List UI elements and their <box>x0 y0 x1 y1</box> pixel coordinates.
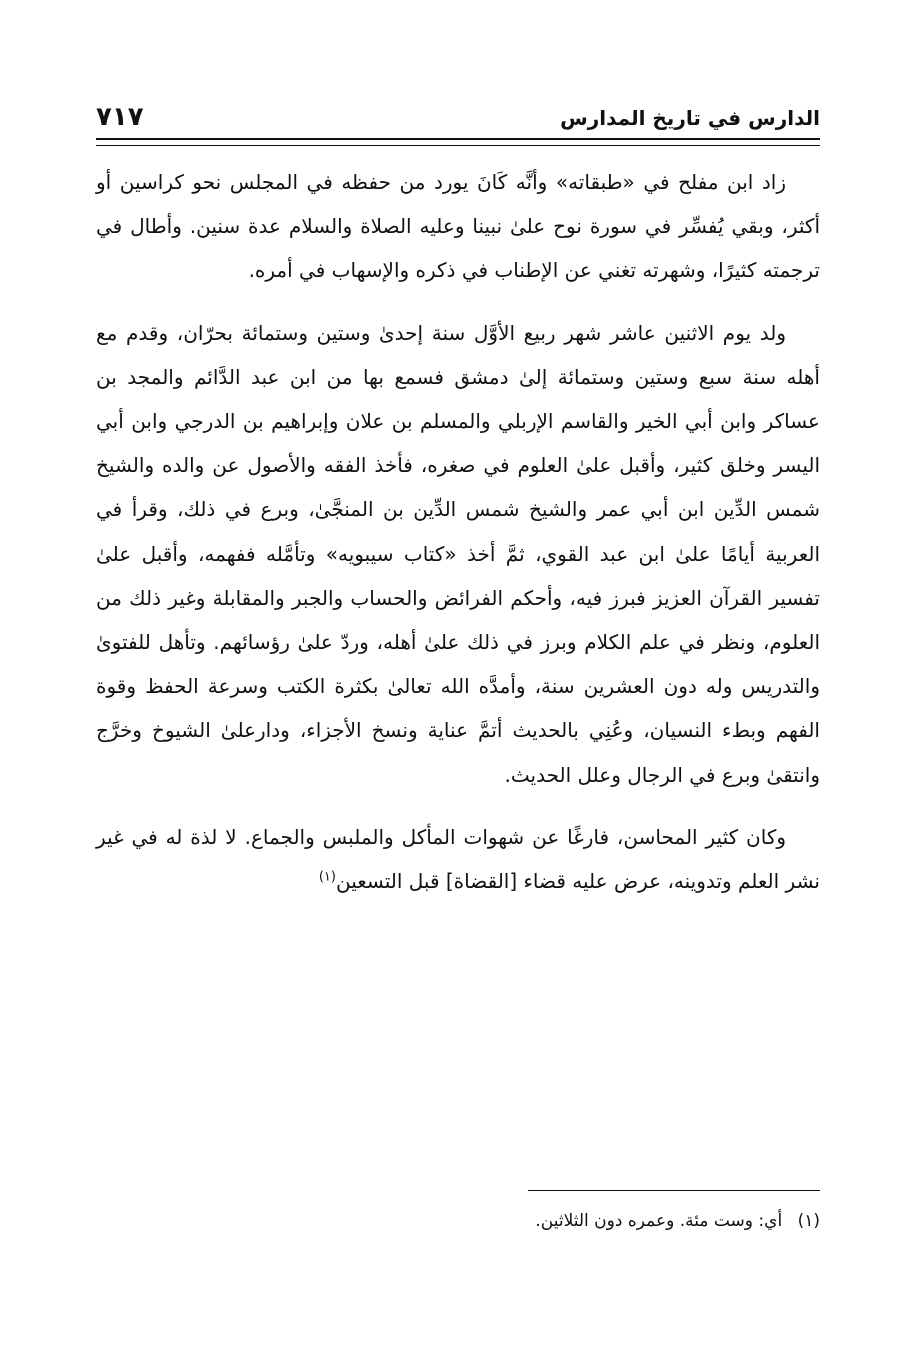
footnote-reference[interactable]: (١) <box>318 869 336 885</box>
paragraph-3-text: وكان كثير المحاسن، فارغًا عن شهوات المأكل والملبس والجماع. لا لذة له في غير نشر العلم وتدوينه، عرض عليه قضاء [القضاة] قبل التسعين <box>96 824 820 894</box>
paragraph-3 <box>96 815 820 903</box>
paragraph-2 <box>96 311 820 797</box>
paragraph-1 <box>96 160 820 293</box>
page-header <box>96 96 820 142</box>
main-text <box>96 160 820 921</box>
footnote-divider <box>528 1190 820 1191</box>
header-rule <box>96 138 820 146</box>
paragraph-1-text: زاد ابن مفلح في «طبقاته» وأنَّه كَانَ يورد من حفظه في المجلس نحو كراسين أو أكثر، وبقي يُفسِّر في سورة نوح علىٰ نبينا وعليه الصلاة والسلام عدة سنين. وأطال في ترجمته كثيرًا، وشهرته تغني عن الإطناب في ذكره والإسهاب في أمره. <box>96 170 820 283</box>
running-title: الدارس في تاريخ المدارس <box>560 106 820 130</box>
footnote-marker: (١) <box>797 1211 820 1231</box>
page-number: ٧١٧ <box>96 102 144 132</box>
footnote-text: أي: وست مئة. وعمره دون الثلاثين. <box>535 1211 783 1231</box>
paragraph-2-text: ولد يوم الاثنين عاشر شهر ربيع الأوَّل سنة إحدىٰ وستين وستمائة بحرّان، وقدم مع أهله سنة سبع وستين وستمائة إلىٰ دمشق فسمع بها من ابن عبد الدَّائم والمجد بن عساكر وابن أبي الخير والقاسم الإربلي والمسلم بن علان وإبراهيم بن الدرجي وابن أبي اليسر وخلق كثير، وأقبل علىٰ العلوم في صغره، فأخذ الفقه والأصول عن والده والشيخ شمس الدِّين ابن أبي عمر والشيخ شمس الدِّين بن المنجَّىٰ، وبرع في ذلك، وقرأ في العربية أيامًا علىٰ ابن عبد القوي، ثمَّ أخذ «كتاب سيبويه» وتأمَّله ففهمه، وأقبل علىٰ تفسير القرآن العزيز فبرز فيه، وأحكم الفرائض والحساب والجبر والمقابلة وغير ذلك من العلوم، ونظر في علم الكلام وبرز في ذلك علىٰ أهله، وردّ علىٰ رؤسائهم. وتأهل للفتوىٰ والتدريس وله دون العشرين سنة، وأمدَّه الله تعالىٰ بكثرة الكتب وسرعة الحفظ وقوة الفهم وبطء النسيان، وعُنِي بالحديث أتمَّ عناية ونسخ الأجزاء، ودارعلىٰ الشيوخ وخرَّج وانتقىٰ وبرع في الرجال وعلل الحديث. <box>96 320 820 787</box>
footnote <box>96 1206 820 1236</box>
